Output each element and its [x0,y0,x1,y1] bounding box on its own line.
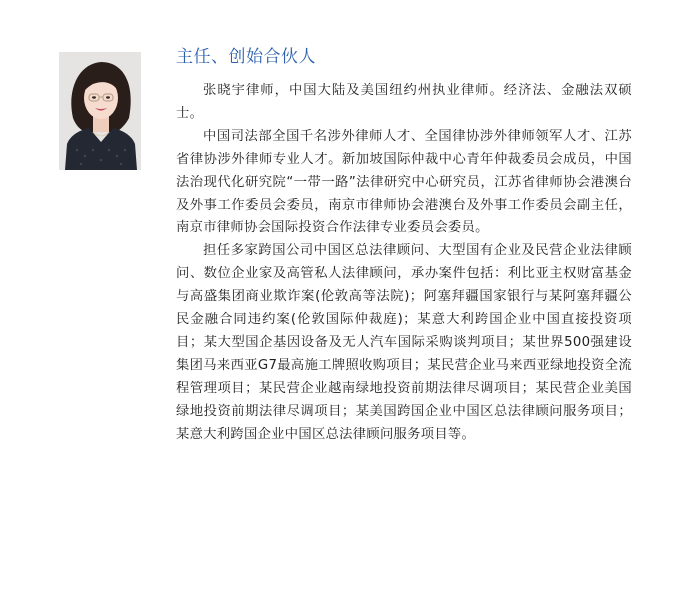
honors-paragraph: 中国司法部全国千名涉外律师人才、全国律协涉外律师领军人才、江苏省律协涉外律师专业人才。新加坡国际仲裁中心青年仲裁委员会成员，中国法治现代化研究院“一带一路”法律研究中心研究员，江苏省律师协会港澳台及外事工作委员会委员，南京市律师协会港澳台及外事工作委员会副主任，南京市律师协会国际投资合作法律专业委员会委员。 [176,128,632,236]
intro-paragraph: 张晓宇律师，中国大陆及美国纽约州执业律师。经济法、金融法双硕士。 [176,83,632,121]
lawyer-portrait-photo [59,52,141,170]
profile-content [176,44,632,447]
profile-title: 主任、创始合伙人 [176,47,316,67]
portrait-illustration [59,52,141,170]
experience-paragraph: 担任多家跨国公司中国区总法律顾问、大型国有企业及民营企业法律顾问、数位企业家及高管私人法律顾问，承办案件包括：利比亚主权财富基金与高盛集团商业欺诈案(伦敦高等法院)；阿塞拜疆国家银行与某阿塞拜疆公民金融合同违约案(伦敦国际仲裁庭)；某意大利跨国企业中国直接投资项目；某大型国企基因设备及无人汽车国际采购谈判项目；某世界500强建设集团马来西亚G7最高施工牌照收购项目；某民营企业马来西亚绿地投资全流程管理项目；某民营企业越南绿地投资前期法律尽调项目；某民营企业美国绿地投资前期法律尽调项目；某美国跨国企业中国区总法律顾问服务项目；某意大利跨国企业中国区总法律顾问服务项目等。 [176,243,632,442]
